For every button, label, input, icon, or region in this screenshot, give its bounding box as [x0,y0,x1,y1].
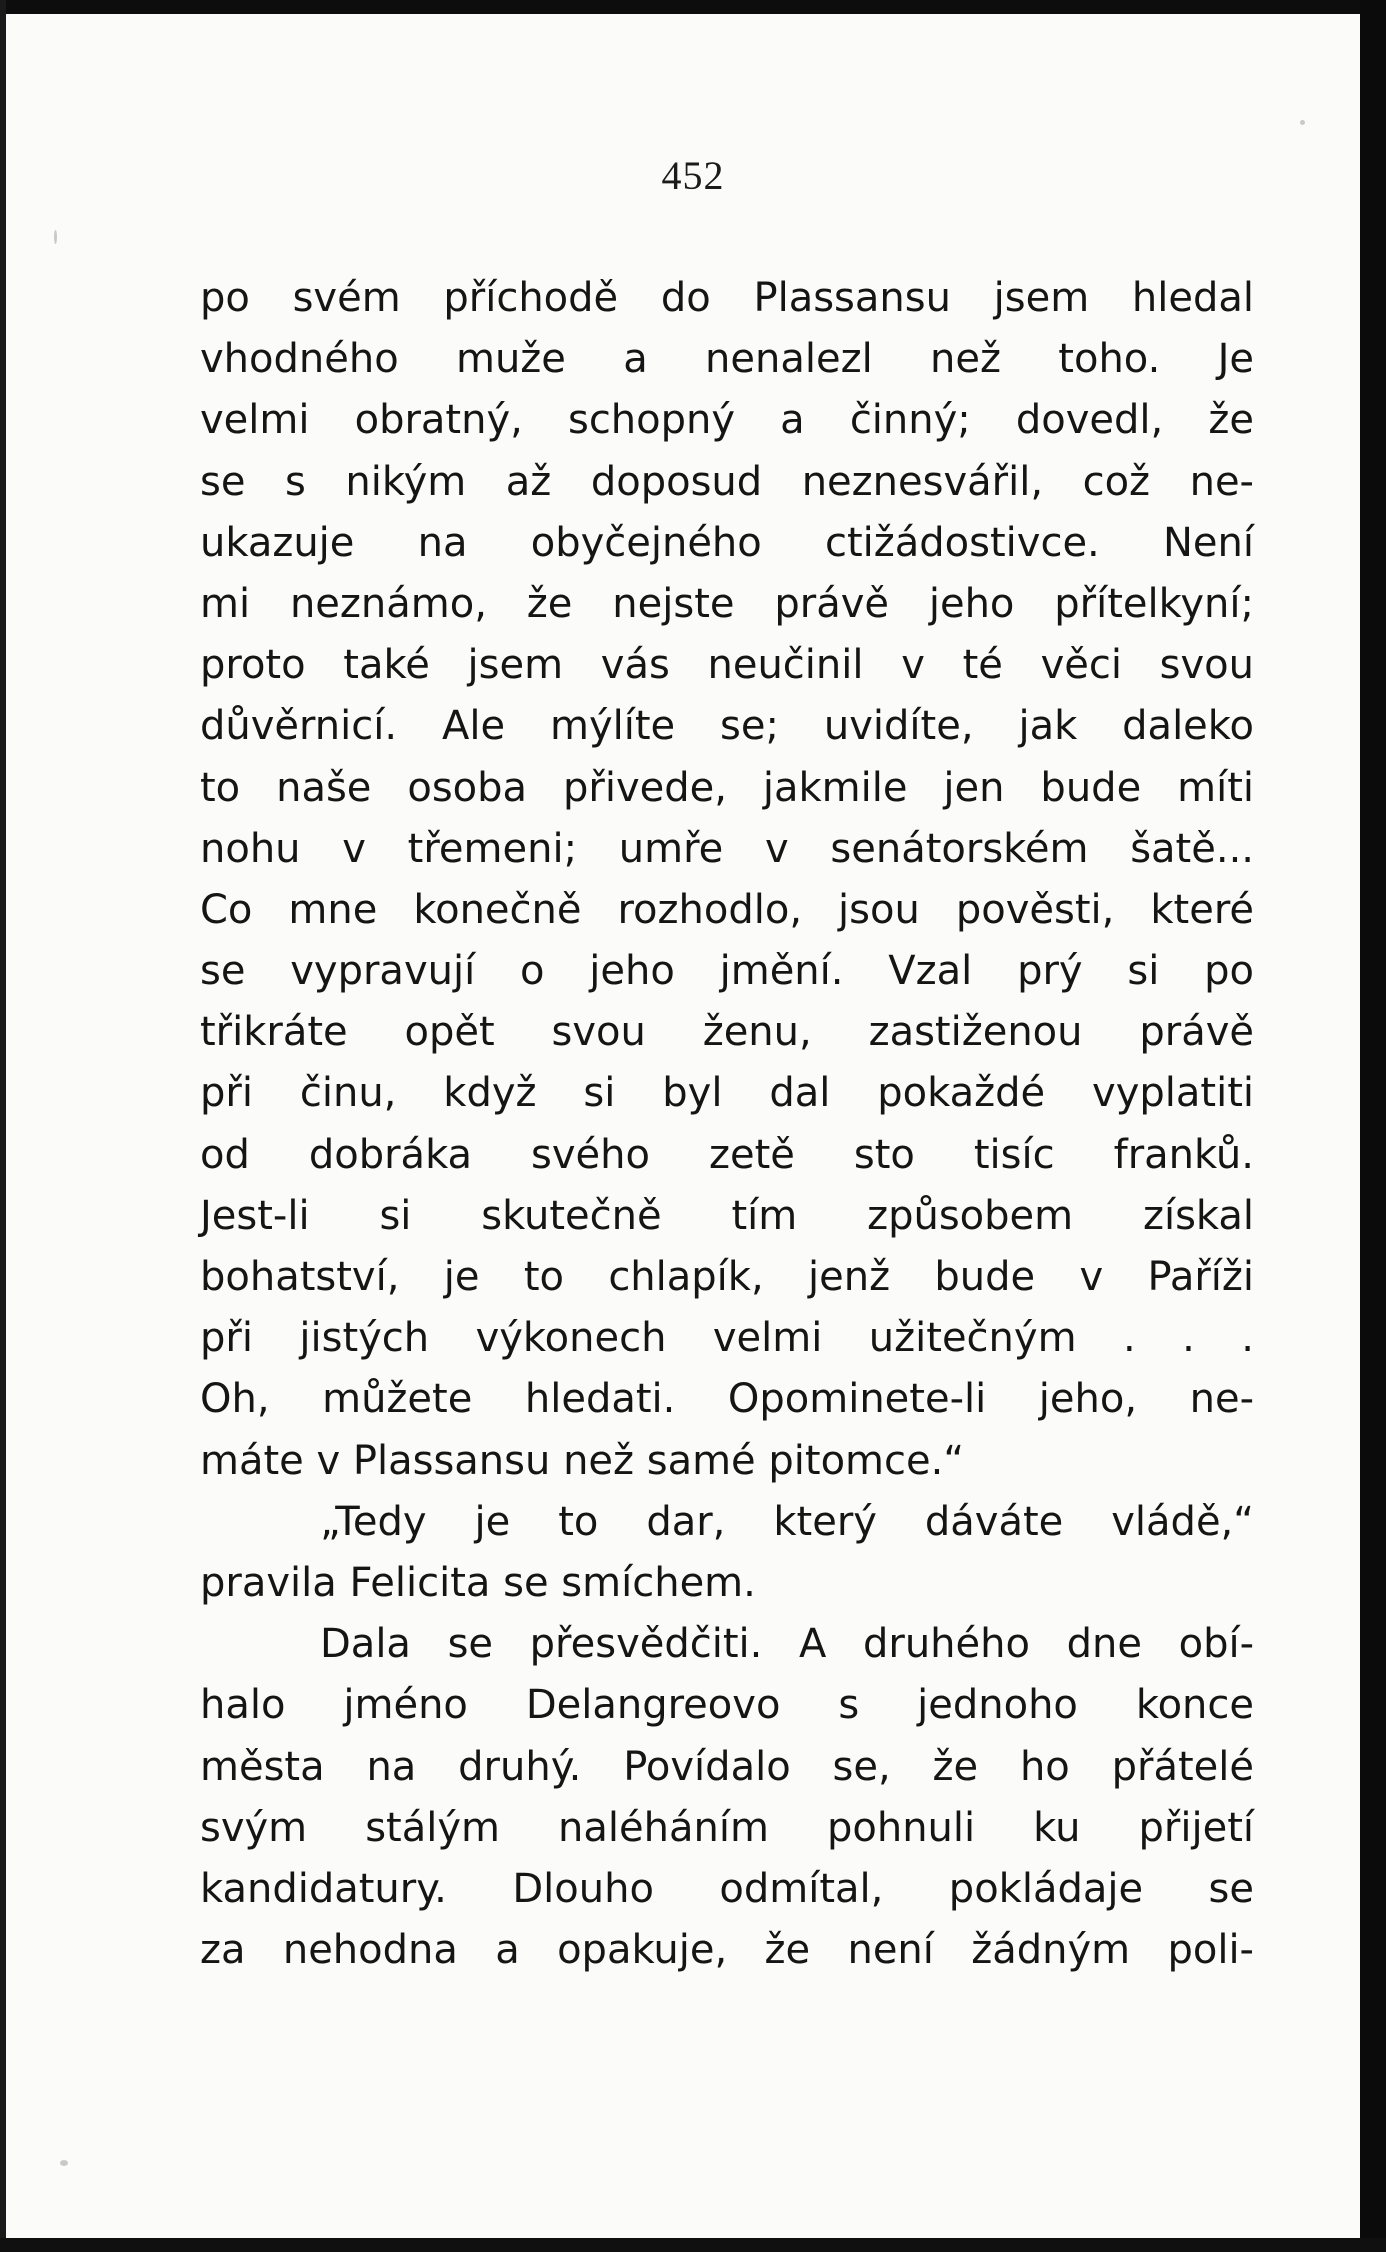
text-line: halo jméno Delangreovo s jednoho konce [200,1682,1254,1729]
text-line: vhodného muže a nenalezl než toho. Je [200,336,1254,383]
text-line: Dala se přesvědčiti. A druhého dne obí- [320,1621,1254,1668]
text-line: to naše osoba přivede, jakmile jen bude míti [200,764,1254,811]
text-line: za nehodna a opakuje, že není žádným poli- [200,1927,1254,1974]
text-line: nohu v třemeni; umře v senátorském šatě... [200,825,1254,872]
paper-speck [1300,120,1305,125]
text-line: od dobráka svého zetě sto tisíc franků. [200,1131,1254,1178]
text-line: velmi obratný, schopný a činný; dovedl, že [200,397,1254,444]
text-line: Co mne konečně rozhodlo, jsou pověsti, které [200,886,1254,933]
text-line: města na druhý. Povídalo se, že ho přátelé [200,1743,1254,1790]
text-line: bohatství, je to chlapík, jenž bude v Paříži [200,1254,1254,1300]
text-line: proto také jsem vás neučinil v té věci svou [200,642,1254,689]
paper-speck [60,2160,68,2166]
text-line: Jest-li si skutečně tím způsobem získal [200,1192,1254,1239]
scan-left-border [0,0,6,2252]
text-line: máte v Plassansu než samé pitomce.“ [200,1437,965,1484]
text-line: po svém příchodě do Plassansu jsem hledal [200,275,1254,321]
text-line: pravila Felicita se smíchem. [200,1559,756,1606]
text-line: ukazuje na obyčejného ctižádostivce. Není [200,519,1254,566]
text-line: při jistých výkonech velmi užitečným . . . [200,1315,1254,1362]
text-line: důvěrnicí. Ale mýlíte se; uvidíte, jak daleko [200,703,1254,750]
scan-top-border [0,0,1386,14]
text-line: se vypravují o jeho jmění. Vzal prý si po [200,948,1254,995]
text-line: kandidatury. Dlouho odmítal, pokládaje se [200,1865,1254,1912]
paper-speck [54,230,57,244]
text-line: „Tedy je to dar, který dáváte vládě,“ [320,1498,1254,1545]
page-number: 452 [661,153,725,198]
body-text [200,268,1254,1981]
text-line: se s nikým až doposud neznesvářil, což ne- [200,458,1254,505]
scan-right-border [1360,0,1386,2252]
scan-bottom-border [0,2238,1386,2252]
text-line: svým stálým naléháním pohnuli ku přijetí [200,1804,1254,1851]
text-line: Oh, můžete hledati. Opominete-li jeho, ne- [200,1376,1254,1423]
text-line: při činu, když si byl dal pokaždé vyplatiti [200,1070,1254,1117]
text-line: třikráte opět svou ženu, zastiženou právě [200,1009,1254,1056]
text-line: mi neznámo, že nejste právě jeho přítelkyní; [200,580,1254,627]
